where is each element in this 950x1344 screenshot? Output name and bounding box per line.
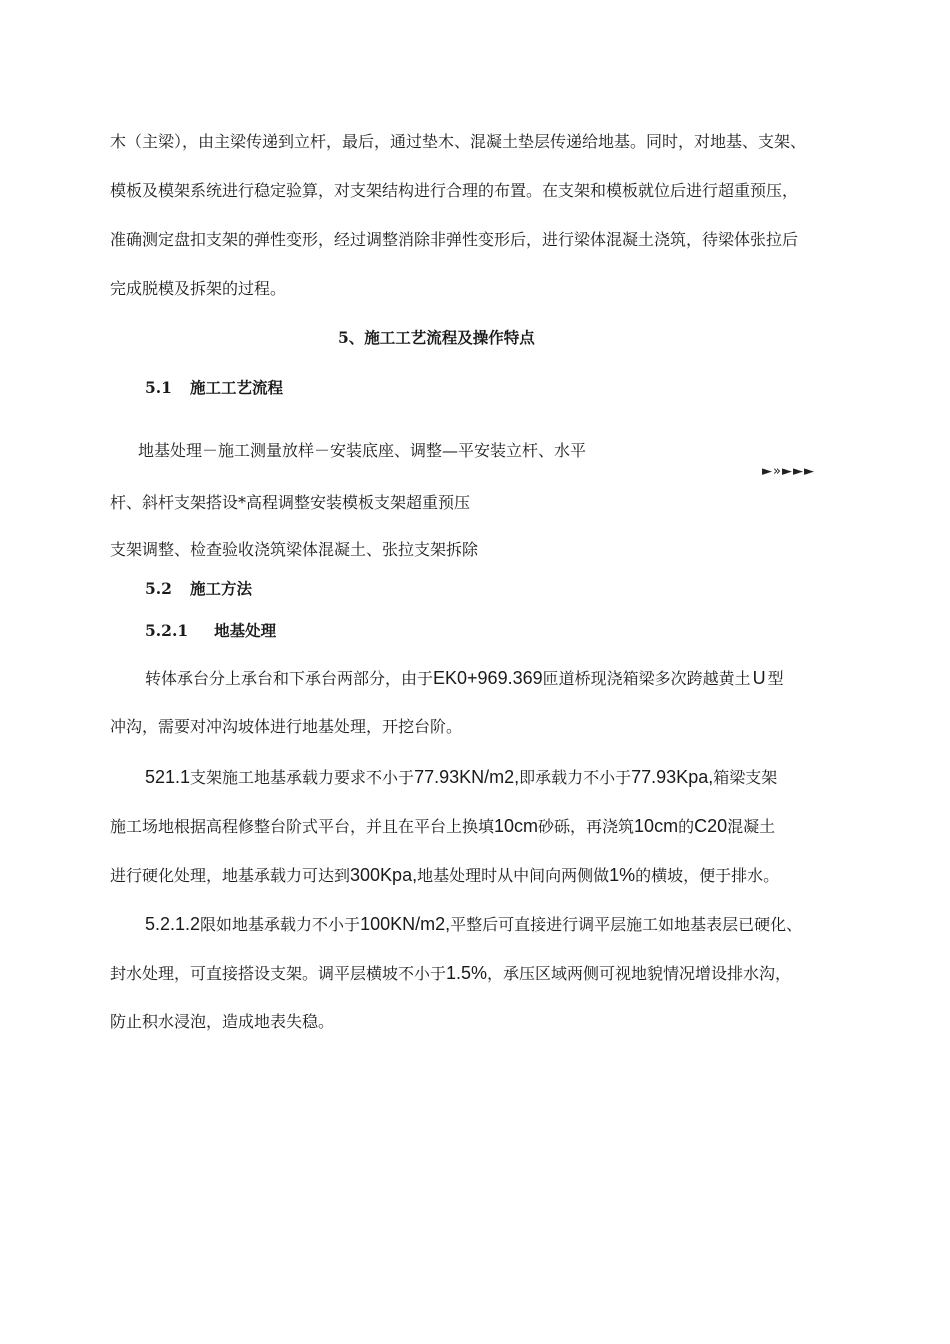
text-run: U — [752, 668, 766, 688]
text-run: 进行硬化处理，地基承载力可达到 — [110, 866, 351, 885]
section-number: 5.2.1 — [145, 621, 189, 640]
intro-line-4: 完成脱模及拆架的过程。 — [110, 279, 287, 298]
section-5-heading: 5、施工工艺流程及操作特点 — [338, 328, 535, 347]
paragraph-1-line-2: 冲沟，需要对冲沟坡体进行地基处理，开挖台阶。 — [110, 717, 463, 736]
text-run: 77.93KN/m2, — [414, 767, 520, 787]
text-run: 10cm — [494, 816, 539, 836]
text-run: 支架施工地基承载力要求不小于 — [190, 768, 415, 787]
text-run: 砂砾，再浇筑 — [538, 817, 635, 836]
text-run: C20 — [694, 816, 728, 836]
section-number: 5.1 — [145, 378, 172, 397]
text-run: 5.2.1.2 — [145, 914, 201, 934]
text-run: 限如地基承载力不小于 — [200, 915, 361, 934]
text-run: 转体承台分上承台和下承台两部分，由于 — [145, 669, 434, 688]
flow-arrows-icon: ►»►►► — [762, 464, 815, 479]
section-title: 地基处理 — [214, 621, 277, 640]
section-title: 施工方法 — [189, 579, 252, 598]
text-run: 的 — [678, 817, 695, 836]
text-run: 77.93Kpa, — [631, 767, 714, 787]
section-5-1-heading — [145, 377, 283, 399]
intro-line-3: 准确测定盘扣支架的弹性变形，经过调整消除非弹性变形后，进行梁体混凝土浇筑，待梁体张拉后 — [110, 230, 799, 249]
text-run: 型 — [767, 669, 784, 688]
intro-line-1: 木（主梁），由主梁传递到立杆，最后，通过垫木、混凝土垫层传递给地基。同时，对地基、支架、 — [110, 132, 807, 151]
paragraph-2-line-3 — [110, 864, 779, 887]
intro-line-2: 模板及模架系统进行稳定验算，对支架结构进行合理的布置。在支架和模板就位后进行超重预压， — [110, 181, 799, 200]
text-run: 10cm — [634, 816, 679, 836]
text-run: 箱梁支架 — [713, 768, 778, 787]
section-title: 施工工艺流程 — [189, 378, 283, 397]
paragraph-3-line-2 — [110, 962, 791, 985]
text-run: 施工场地根据高程修整台阶式平台，并且在平台上换填 — [110, 817, 495, 836]
text-run: 封水处理，可直接搭设支架。调平层横坡不小于 — [110, 964, 447, 983]
section-5-2-1-heading — [145, 620, 276, 642]
paragraph-3-line-1 — [145, 913, 802, 936]
text-run: ，承压区域两侧可视地貌情况增设排水沟， — [487, 964, 792, 983]
section-number: 5.2 — [145, 579, 172, 598]
text-run: 匝道桥现浇箱梁多次跨越黄土 — [542, 669, 751, 688]
paragraph-3-line-3: 防止积水浸泡，造成地表失稳。 — [110, 1012, 335, 1031]
text-run: 1% — [609, 865, 636, 885]
paragraph-1-line-1 — [145, 667, 784, 690]
text-run: 100KN/m2, — [360, 914, 451, 934]
section-5-2-heading — [145, 578, 252, 600]
flow-line-2: 杆、斜杆支架搭设*高程调整安装模板支架超重预压 — [110, 493, 471, 512]
text-run: 即承载力不小于 — [519, 768, 632, 787]
paragraph-2-line-2 — [110, 815, 775, 838]
flow-line-3: 支架调整、检查验收浇筑梁体混凝土、张拉支架拆除 — [110, 540, 479, 559]
text-run: EK0+969.369 — [433, 668, 543, 688]
text-run: 300Kpa, — [350, 865, 418, 885]
flow-line-1: 地基处理－施工测量放样－安装底座、调整—平安装立杆、水平 — [138, 441, 587, 460]
text-run: 混凝土 — [727, 817, 776, 836]
text-run: 的横坡，便于排水。 — [635, 866, 780, 885]
text-run: 521.1 — [145, 767, 191, 787]
paragraph-2-line-1 — [145, 766, 777, 789]
text-run: 地基处理时从中间向两侧做 — [417, 866, 610, 885]
text-run: 平整后可直接进行调平层施工如地基表层已硬化、 — [450, 915, 803, 934]
text-run: 1.5% — [446, 963, 488, 983]
